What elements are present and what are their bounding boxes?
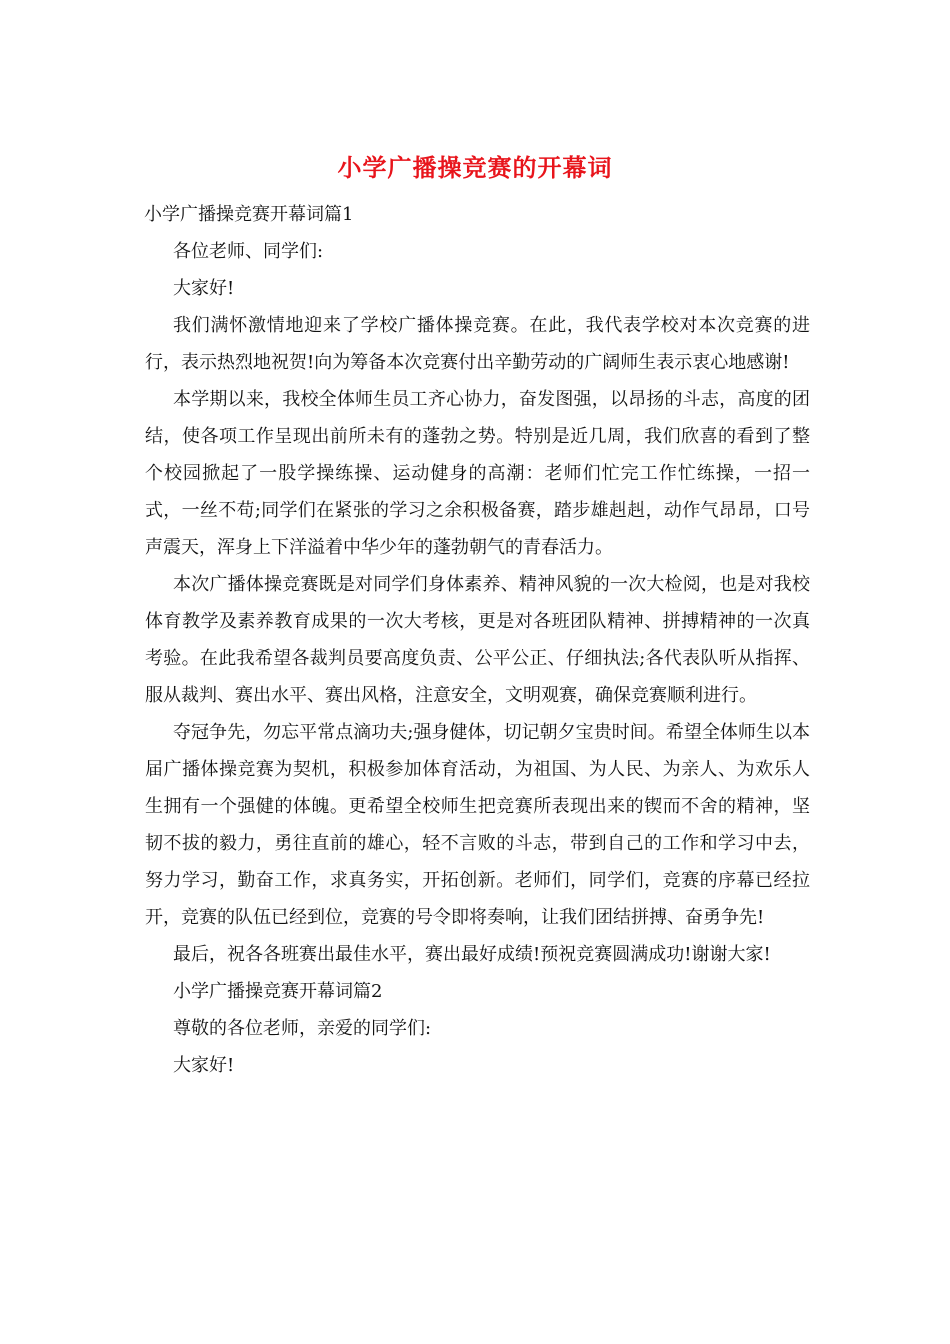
hello-line-2: 大家好!: [173, 1055, 235, 1076]
section-1-heading: 小学广播操竞赛开幕词篇1: [144, 204, 354, 225]
section-2-heading: 小学广播操竞赛开幕词篇2: [173, 981, 383, 1002]
paragraph-welcome: 我们满怀激情地迎来了学校广播体操竞赛。在此，我代表学校对本次竞赛的进行，表示热烈地祝贺!向为筹备本次竞赛付出辛勤劳动的广阔师生表示衷心地感谢!: [145, 315, 810, 373]
hello-line: 大家好!: [173, 278, 235, 299]
paragraph-hope: 夺冠争先，勿忘平常点滴功夫;强身健体，切记朝夕宝贵时间。希望全体师生以本届广播体操竞赛为契机，积极参加体育活动，为祖国、为人民、为亲人、为欢乐人生拥有一个强健的体魄。更希望全校师生把竞赛所表现出来的锲而不舍的精神，坚韧不拔的毅力，勇往直前的雄心，轻不言败的斗志，带到自己的工作和学习中去，努力学习，勤奋工作，求真务实，开拓创新。老师们，同学们，竞赛的序幕已经拉开，竞赛的队伍已经到位，竞赛的号令即将奏响，让我们团结拼搏、奋勇争先!: [145, 722, 810, 928]
document-body: [145, 196, 810, 1084]
paragraph-closing: 最后，祝各各班赛出最佳水平，赛出最好成绩!预祝竞赛圆满成功!谢谢大家!: [173, 944, 771, 965]
document-title: 小学广播操竞赛的开幕词: [337, 153, 613, 182]
paragraph-semester: 本学期以来，我校全体师生员工齐心协力，奋发图强，以昂扬的斗志，高度的团结，使各项工作呈现出前所未有的蓬勃之势。特别是近几周，我们欣喜的看到了整个校园掀起了一股学操练操、运动健身的高潮：老师们忙完工作忙练操，一招一式，一丝不苟;同学们在紧张的学习之余积极备赛，踏步雄赳赳，动作气昂昂，口号声震天，浑身上下洋溢着中华少年的蓬勃朝气的青春活力。: [145, 389, 810, 558]
greeting-line-2: 尊敬的各位老师，亲爱的同学们:: [173, 1018, 432, 1039]
greeting-line: 各位老师、同学们:: [173, 241, 324, 262]
paragraph-competition: 本次广播体操竞赛既是对同学们身体素养、精神风貌的一次大检阅，也是对我校体育教学及素养教育成果的一次大考核，更是对各班团队精神、拼搏精神的一次真考验。在此我希望各裁判员要高度负责、公平公正、仔细执法;各代表队听从指挥、服从裁判、赛出水平、赛出风格，注意安全，文明观赛，确保竞赛顺利进行。: [145, 574, 810, 706]
